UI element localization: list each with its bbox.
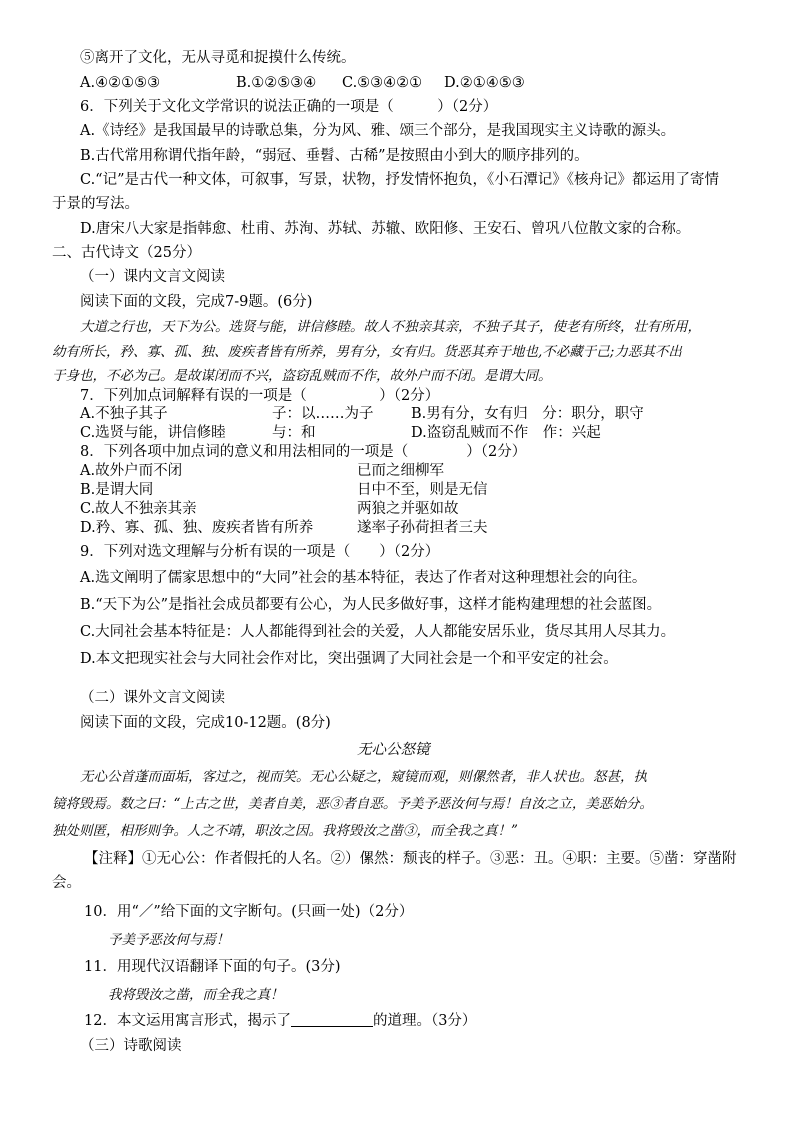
option-c-gloss: 与：和 (272, 425, 316, 441)
subsection-heading: （一）课内文言文阅读 (80, 269, 225, 285)
question-12 (84, 1009, 476, 1033)
passage-line: 镜将毁焉。数之曰：“上古之世，美者自美，恶③者自恶。予美予恶汝何与焉！自汝之立，美恶始分。 (52, 796, 653, 812)
option-a: A.故外户而不闭 (80, 463, 183, 479)
option-c: C.选贤与能，讲信修睦 (80, 425, 226, 441)
question-9: 9．下列对选文理解与分析有误的一项是（ ）（2分） (80, 544, 440, 560)
subsection-heading: （三）诗歌阅读 (80, 1038, 182, 1054)
option-d-compare: 遂率子孙荷担者三夫 (357, 520, 488, 536)
passage-line: 无心公首蓬而面垢，客过之，视而笑。无心公疑之，窥镜而观，则傫然者，非人状也。怒甚，执 (80, 769, 647, 785)
option-d: D.②①④⑤③ (444, 75, 525, 91)
annotation-continued: 会。 (52, 875, 81, 891)
option-a: A.④②①⑤③ (80, 75, 161, 91)
passage-title: 无心公怒镜 (357, 742, 430, 758)
answer-blank[interactable] (291, 1012, 373, 1027)
question-11-text: 我将毁汝之凿，而全我之真！ (108, 987, 284, 1003)
option-a: A.不独子其子 (80, 406, 168, 422)
passage-line: 大道之行也，天下为公。选贤与能，讲信修睦。故人不独亲其亲，不独子其子，使老有所终，壮有所用， (80, 319, 701, 335)
option-d: D.盗窃乱贼而不作 作：兴起 (411, 425, 601, 441)
option-c-compare: 两狼之并驱如故 (357, 501, 459, 517)
question-12-suffix: 的道理。（3分） (372, 1013, 477, 1029)
question-12-prefix: 12．本文运用寓言形式，揭示了 (84, 1013, 291, 1029)
text-line: ⑤离开了文化，无从寻觅和捉摸什么传统。 (80, 50, 356, 66)
option-c-continued: 于景的写法。 (52, 196, 139, 212)
option-c: C.大同社会基本特征是：人人都能得到社会的关爱，人人都能安居乐业，货尽其用人尽其力。 (80, 624, 676, 640)
question-11: 11．用现代汉语翻译下面的句子。(3分) (84, 959, 341, 975)
option-d: D.唐宋八大家是指韩愈、杜甫、苏洵、苏轼、苏辙、欧阳修、王安石、曾巩八位散文家的合称。 (80, 221, 691, 237)
option-b: B.古代常用称谓代指年龄，“弱冠、垂髫、古稀”是按照由小到大的顺序排列的。 (80, 148, 589, 164)
question-10: 10．用“／”给下面的文字断句。(只画一处)（2分） (84, 904, 414, 920)
option-c: C.⑤③④②① (342, 75, 423, 91)
question-8: 8．下列各项中加点词的意义和用法相同的一项是（ ）（2分） (80, 444, 527, 460)
option-d: D.本文把现实社会与大同社会作对比，突出强调了大同社会是一个和平安定的社会。 (80, 651, 618, 667)
annotation: 【注释】①无心公：作者假托的人名。②）傫然：颓丧的样子。③恶：丑。④职：主要。⑤凿：穿凿附 (84, 851, 737, 867)
passage-line: 幼有所长，矜、寡、孤、独、废疾者皆有所养，男有分，女有归。货恶其弃于地也,不必藏于己;力恶其不出 (52, 344, 682, 360)
option-b-compare: 日中不至，则是无信 (357, 482, 488, 498)
question-6: 6．下列关于文化文学常识的说法正确的一项是（ ）（2分） (80, 99, 498, 115)
section-heading: 二、古代诗文（25分） (52, 245, 201, 261)
option-a: A.选文阐明了儒家思想中的“大同”社会的基本特征，表达了作者对这种理想社会的向往。 (80, 570, 647, 586)
option-a-gloss: 子：以……为子 (272, 406, 374, 422)
subsection-heading: （二）课外文言文阅读 (80, 690, 225, 706)
option-b: B.“天下为公”是指社会成员都要有公心，为人民多做好事，这样才能构建理想的社会蓝图。 (80, 597, 662, 613)
question-7: 7．下列加点词解释有误的一项是（ ）（2分） (80, 388, 440, 404)
passage-line: 于身也，不必为己。是故谋闭而不兴，盗窃乱贼而不作，故外户而不闭。是谓大同。 (52, 368, 552, 384)
passage-line: 独处则匿，相形则争。人之不靖，职汝之因。我将毁汝之凿③，而全我之真！” (52, 823, 518, 839)
option-c: C.故人不独亲其亲 (80, 501, 197, 517)
option-b: B.是谓大同 (80, 482, 154, 498)
option-b: B.①②⑤③④ (236, 75, 317, 91)
option-a-compare: 已而之细柳军 (357, 463, 444, 479)
reading-instruction: 阅读下面的文段，完成10-12题。(8分) (80, 715, 331, 731)
reading-instruction: 阅读下面的文段，完成7-9题。(6分) (80, 294, 313, 310)
option-c: C.“记”是古代一种文体，可叙事，写景，状物，抒发情怀抱负，《小石潭记》《核舟记》都运用了寄情 (80, 172, 720, 188)
option-d: D.矜、寡、孤、独、废疾者皆有所养 (80, 520, 314, 536)
option-a: A.《诗经》是我国最早的诗歌总集，分为风、雅、颂三个部分，是我国现实主义诗歌的源头。 (80, 123, 676, 139)
option-b: B.男有分，女有归 分：职分，职守 (411, 406, 644, 422)
question-10-text: 予美予恶汝何与焉！ (108, 932, 230, 948)
